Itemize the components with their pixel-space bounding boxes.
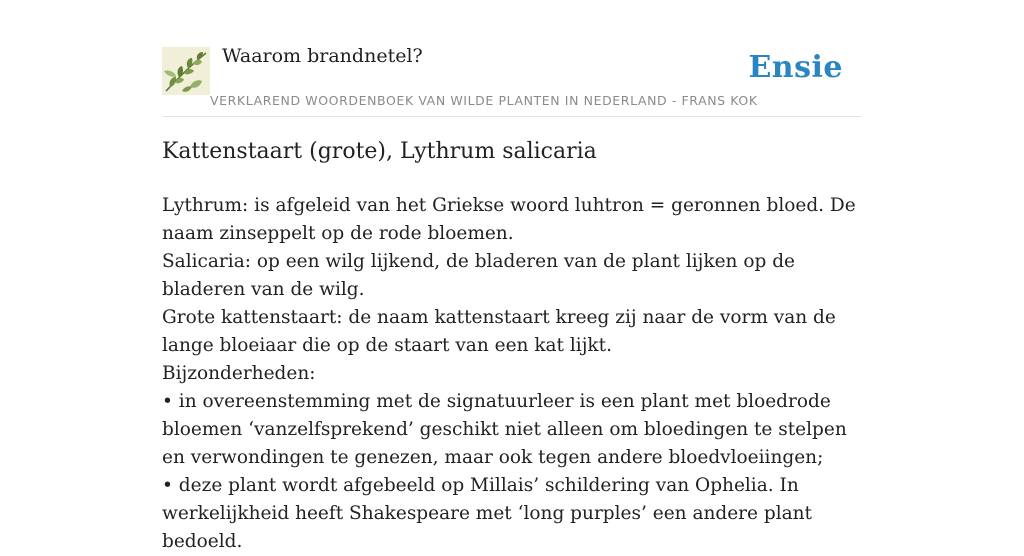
article-paragraph: • deze plant wordt afgebeeld op Millais’ schildering van Ophelia. In werkelijkheid heeft Shakespeare met ‘long purples’ een andere plant bedoeld. [162,475,812,552]
page-container [162,0,862,552]
article-paragraph: Salicaria: op een wilg lijkend, de bladeren van de plant lijken op de bladeren van de wilg. [162,251,796,300]
article-paragraph: • in overeenstemming met de signatuurleer is een plant met bloedrode bloemen ‘vanzelfsprekend’ geschikt niet alleen om bloedingen te stelpen en verwondingen te genezen, maar ook tegen andere bloedvloeiingen; [162,391,847,468]
article-body [162,192,862,556]
publication-subtitle[interactable]: VERKLAREND WOORDENBOEK VAN WILDE PLANTEN IN NEDERLAND - FRANS KOK [210,93,758,108]
plant-leaves-icon [162,47,210,95]
article-paragraph: Grote kattenstaart: de naam kattenstaart kreeg zij naar de vorm van de lange bloeiaar die op de staart van een kat lijkt. [162,307,836,356]
publication-avatar[interactable] [162,47,210,95]
header [162,0,862,117]
publication-title[interactable]: Waarom brandnetel? [222,45,423,67]
article-paragraph: Bijzonderheden: [162,363,316,384]
article-paragraph: Lythrum: is afgeleid van het Griekse woord luhtron = geronnen bloed. De naam zinseppelt op de rode bloemen. [162,195,856,244]
brand-logo[interactable]: Ensie [748,50,843,85]
article-title: Kattenstaart (grote), Lythrum salicaria [162,139,597,164]
